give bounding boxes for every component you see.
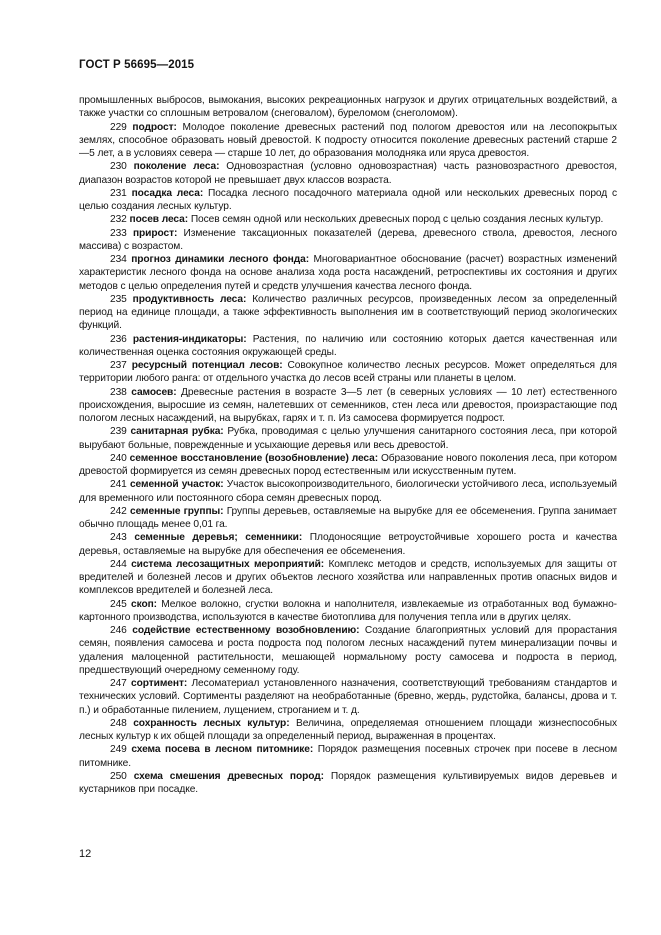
entry-definition: Рубка, проводимая с целью улучшения санитарного состояния леса, при которой вырубают больные, поврежденные и усыхающие деревья или весь древостой.: [79, 426, 617, 451]
glossary-entry: [79, 770, 617, 797]
glossary-entry: [79, 452, 617, 479]
entry-definition: Древесные растения в возрасте 3—5 лет (в северных условиях — 10 лет) естественного происхождения, выросшие из семян, налетевших от семенников, стен леса или древостоя, произрастающие под пологом лесных насаждений, на вырубках, гарях и т. п. Из самосева формируется подрост.: [79, 386, 617, 424]
entry-number: 242: [110, 505, 127, 517]
entry-definition: Участок высокопроизводительного, биологически устойчивого леса, используемый для временного или постоянного сбора семян древесных пород.: [79, 479, 617, 504]
glossary-entry: [79, 386, 617, 426]
entry-number: 229: [110, 121, 127, 133]
glossary-entry: [79, 160, 617, 187]
continuation-paragraph: промышленных выбросов, вымокания, высоких рекреационных нагрузок и других отрицательных воздействий, а также участки со сплошным ветровалом (снеговалом), буреломом (снеголомом).: [79, 95, 617, 120]
entry-number: 232: [110, 214, 127, 226]
entry-term: прогноз динамики лесного фонда:: [131, 254, 310, 265]
glossary-entry: [79, 558, 617, 598]
entry-definition: Изменение таксационных показателей (дерева, древесного ствола, древостоя, лесного массива) с возрастом.: [79, 227, 617, 252]
glossary-entry: [79, 531, 617, 558]
entry-number: 234: [110, 254, 127, 265]
entry-term: схема смешения древесных пород:: [133, 770, 324, 782]
glossary-entry: [79, 359, 617, 386]
entry-term: скоп:: [131, 598, 157, 610]
entry-number: 247: [110, 678, 127, 689]
entry-term: семенные группы:: [129, 505, 224, 517]
glossary-entry: [79, 333, 617, 360]
entry-definition: Одновозрастная (условно одновозрастная) часть разновозрастного древостоя, диапазон возрастов которой не превышает двух классов возраста.: [79, 161, 617, 186]
glossary-entry: [79, 505, 617, 532]
entry-definition: Комплекс методов и средств, используемых для защиты от вредителей и болезней лесов и других объектов лесного хозяйства или направленных против опасных видов и комплексов вредителей и болезней леса.: [79, 558, 617, 597]
glossary-entry: [79, 743, 617, 770]
glossary-entry: [79, 213, 617, 226]
entry-definition: Группы деревьев, оставляемые на вырубке для ее обсеменения. Группа занимает обычно площадь менее 0,01 га.: [79, 505, 617, 530]
document-header: ГОСТ Р 56695—2015: [79, 59, 195, 71]
glossary-entry: [79, 425, 617, 452]
entry-definition: Создание благоприятных условий для прорастания семян, появления самосева и роста подроста под пологом лесных насаждений путем минерализации почвы и удаления малоценной растительности, мешающей нормальному росту самосева и подроста в период, предшествующий очередному семенному году.: [79, 625, 617, 676]
entry-term: семенной участок:: [129, 479, 224, 491]
entry-number: 241: [110, 479, 127, 491]
entry-term: продуктивность леса:: [132, 293, 247, 305]
entry-term: прирост:: [132, 227, 178, 239]
entry-number: 235: [110, 293, 127, 305]
entry-definition: Образование нового поколения леса, при котором древостой формируется из семян древесных пород естественным или искусственным путем.: [79, 452, 617, 477]
entry-term: самосев:: [131, 386, 177, 398]
entry-number: 240: [110, 452, 127, 464]
entry-number: 243: [110, 532, 127, 544]
entry-term: посев леса:: [129, 214, 189, 226]
entry-term: подрост:: [132, 121, 177, 133]
entry-number: 249: [110, 744, 127, 756]
entry-number: 245: [110, 598, 127, 610]
glossary-entry: [79, 717, 617, 744]
glossary-entry: [79, 624, 617, 677]
entry-term: посадка леса:: [131, 187, 204, 199]
document-body: [79, 94, 617, 796]
entry-term: семенные деревья; семенники:: [134, 532, 303, 544]
glossary-entry: [79, 677, 617, 717]
entry-number: 236: [110, 333, 127, 345]
entry-term: сортимент:: [131, 678, 188, 689]
entry-term: сохранность лесных культур:: [133, 717, 290, 729]
entry-term: поколение леса:: [133, 161, 220, 173]
entry-number: 248: [110, 717, 127, 729]
entry-definition: Совокупное количество лесных ресурсов. Может определяться для территории любого ранга: от отдельного участка до лесов всей страны или планеты в целом.: [79, 360, 617, 385]
entry-definition: Мелкое волокно, сгустки волокна и наполнителя, извлекаемые из отработанных вод бумажно-картонного производства, используются в качестве биотоплива для получения тепла или в других целях.: [79, 598, 617, 623]
entry-number: 250: [110, 770, 127, 782]
entry-number: 238: [110, 386, 127, 398]
glossary-entry: [79, 227, 617, 254]
glossary-entry: [79, 121, 617, 161]
entry-term: содействие естественному возобновлению:: [132, 625, 360, 636]
entry-definition: Растения, по наличию или состоянию которых дается качественная или количественная оценка состояния окружающей среды.: [79, 333, 617, 358]
entry-term: схема посева в лесном питомнике:: [131, 744, 314, 756]
entry-definition: Посев семян одной или нескольких древесных пород с целью создания лесных культур.: [190, 214, 604, 226]
glossary-entry: [79, 598, 617, 625]
entry-definition: Порядок размещения посевных строчек при посеве в лесном питомнике.: [79, 744, 617, 769]
entry-term: семенное восстановление (возобновление) леса:: [129, 452, 379, 464]
entry-definition: Посадка лесного посадочного материала одной или нескольких древесных пород с целью создания лесных культур.: [79, 187, 617, 212]
entry-definition: Порядок размещения культивируемых видов деревьев и кустарников при посадке.: [79, 770, 617, 795]
entry-number: 244: [110, 558, 127, 570]
entry-definition: Плодоносящие ветроустойчивые хорошего роста и качества деревья, оставляемые на вырубке для обеспечения ее обсеменения.: [79, 532, 617, 557]
entry-term: растения-индикаторы:: [132, 333, 247, 345]
entry-definition: Лесоматериал установленного назначения, соответствующий требованиям стандартов и технических условий. Сортименты разделяют на необработанные (бревно, жердь, рудстойка, балансы, дрова и т. п.) и обработанные пилением, лущением, строганием и т. д.: [79, 678, 617, 716]
entry-term: санитарная рубка:: [130, 426, 224, 438]
entry-number: 237: [110, 360, 127, 371]
entry-term: ресурсный потенциал лесов:: [131, 360, 283, 371]
entry-number: 233: [110, 227, 127, 239]
glossary-entry: [79, 253, 617, 293]
entry-definition: Молодое поколение древесных растений под пологом древостоя или на лесопокрытых землях, способное образовать новый древостой. К подросту относится поколение древесных растений старше 2—5 лет, а в условиях севера — старше 10 лет, до образования молодняка или яруса древостоя.: [79, 121, 617, 159]
entry-number: 239: [110, 426, 127, 438]
glossary-entry: [79, 478, 617, 505]
entry-definition: Количество различных ресурсов, произведенных лесом за определенный период на единице площади, а также эффективность выполнения им в соответствующий период экологических функций.: [79, 293, 617, 332]
page-number: 12: [79, 848, 92, 860]
glossary-entry: [79, 293, 617, 333]
glossary-entries: [79, 121, 617, 797]
glossary-entry: [79, 187, 617, 214]
entry-definition: Многовариантное обоснование (расчет) возрастных изменений характеристик лесного фонда на основе анализа хода роста насаждений, ретроспективы их состояния и других методов с целью определения путей и средств улучшения качества лесного фонда.: [79, 254, 617, 292]
entry-number: 231: [110, 187, 127, 199]
entry-number: 230: [110, 161, 127, 173]
entry-term: система лесозащитных мероприятий:: [131, 558, 325, 570]
entry-definition: Величина, определяемая отношением площади жизнеспособных лесных культур к их общей площади за определенный период, выраженная в процентах.: [79, 717, 617, 742]
entry-number: 246: [110, 625, 127, 636]
